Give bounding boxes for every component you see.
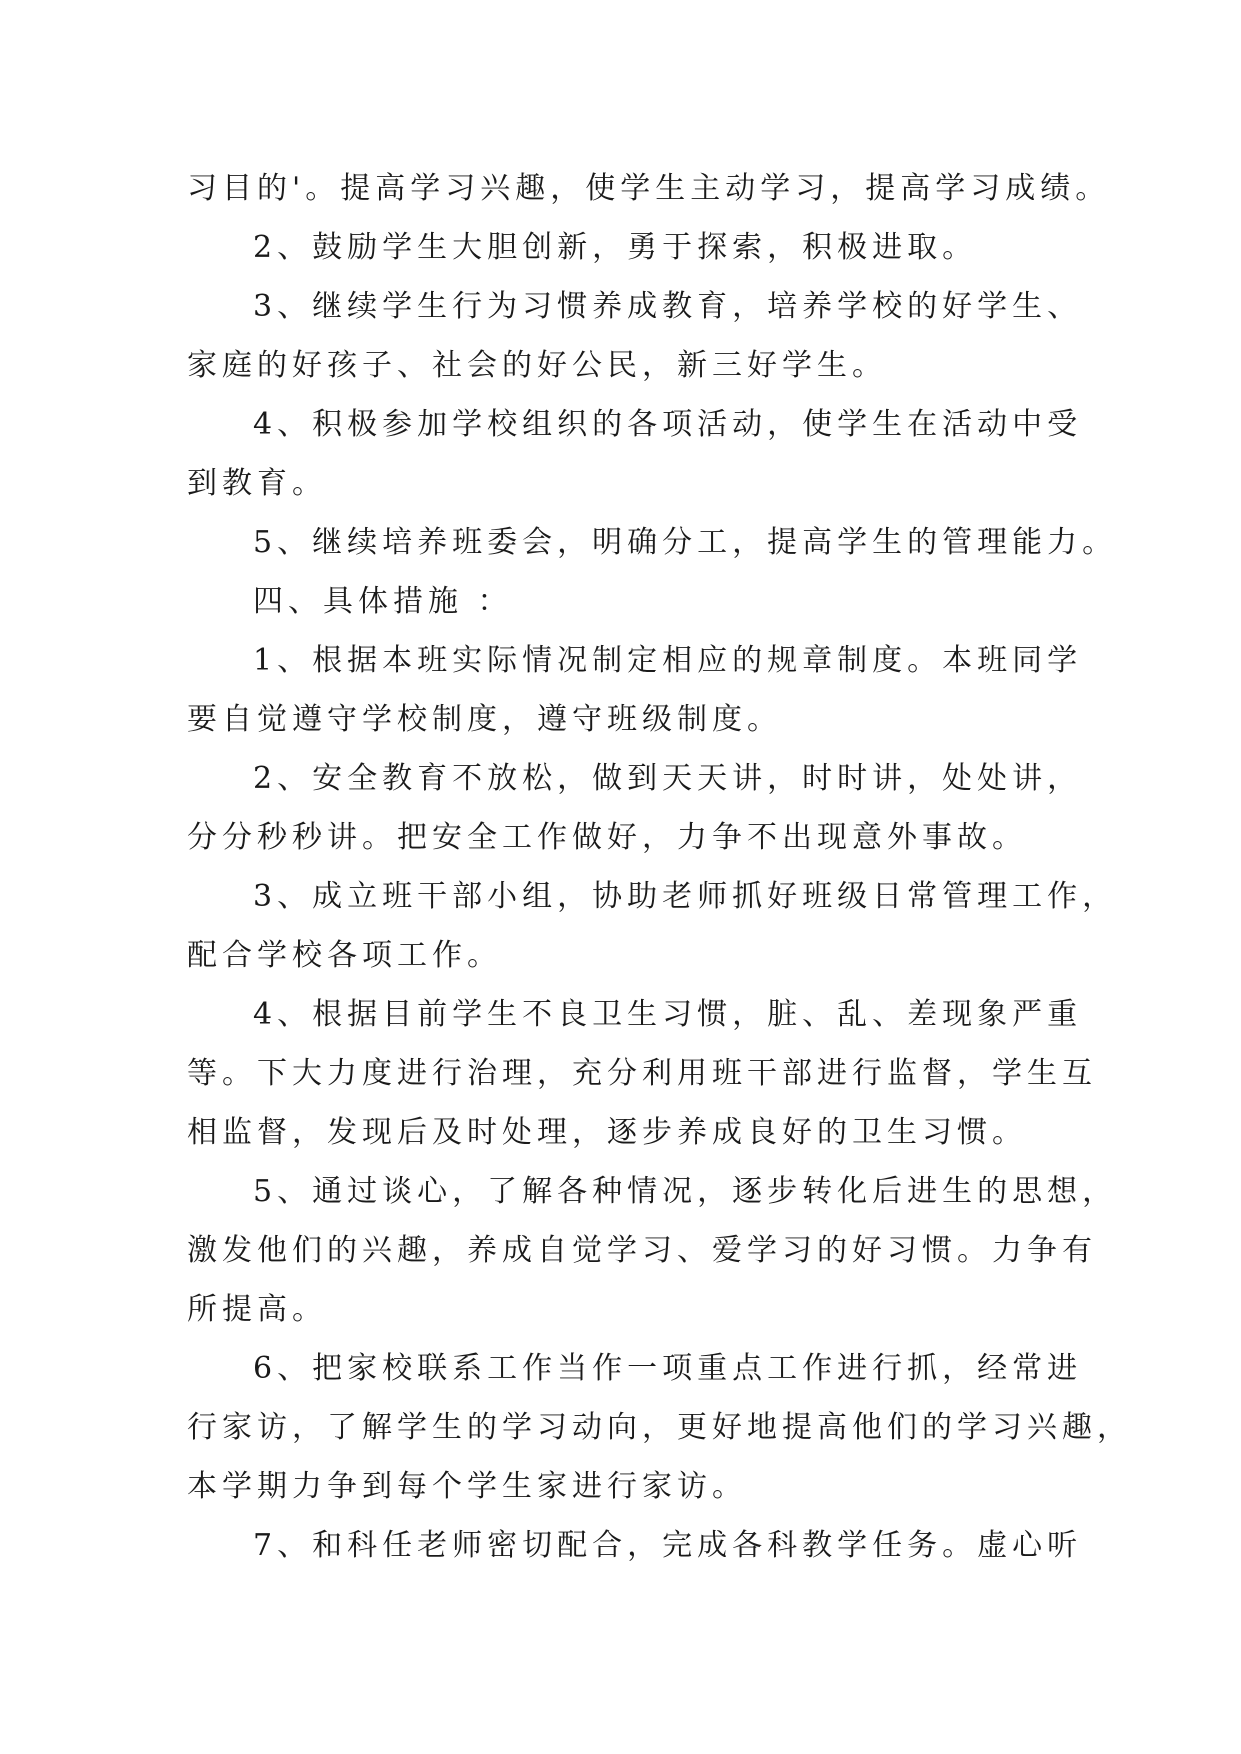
text-line: 相监督，发现后及时处理，逐步养成良好的卫生习惯。 (187, 1115, 1027, 1150)
text-line: 1、根据本班实际情况制定相应的规章制度。本班同学 (253, 643, 1083, 678)
text-line: 分分秒秒讲。把安全工作做好，力争不出现意外事故。 (187, 820, 1027, 855)
text-line: 家庭的好孩子、社会的好公民，新三好学生。 (187, 348, 887, 383)
text-line: 行家访，了解学生的学习动向，更好地提高他们的学习兴趣， (187, 1410, 1132, 1445)
text-line: 5、通过谈心，了解各种情况，逐步转化后进生的思想， (253, 1174, 1118, 1209)
text-line: 习目的'。提高学习兴趣，使学生主动学习，提高学习成绩。 (187, 171, 1111, 206)
document-body (187, 159, 1132, 1575)
text-line: 4、根据目前学生不良卫生习惯，脏、乱、差现象严重 (253, 997, 1083, 1032)
text-line: 6、把家校联系工作当作一项重点工作进行抓，经常进 (253, 1351, 1083, 1386)
text-line: 3、继续学生行为习惯养成教育，培养学校的好学生、 (253, 289, 1083, 324)
text-line: 4、积极参加学校组织的各项活动，使学生在活动中受 (253, 407, 1083, 442)
text-line: 本学期力争到每个学生家进行家访。 (187, 1469, 747, 1504)
text-line: 等。下大力度进行治理，充分利用班干部进行监督，学生互 (187, 1056, 1097, 1091)
text-line: 激发他们的兴趣，养成自觉学习、爱学习的好习惯。力争有 (187, 1233, 1097, 1268)
text-line: 2、安全教育不放松，做到天天讲，时时讲，处处讲， (253, 761, 1083, 796)
text-line: 7、和科任老师密切配合，完成各科教学任务。虚心听 (253, 1528, 1083, 1563)
text-line: 2、鼓励学生大胆创新，勇于探索，积极进取。 (253, 230, 978, 265)
text-line: 5、继续培养班委会，明确分工，提高学生的管理能力。 (253, 525, 1118, 560)
section-heading: 四、具体措施 ： (253, 584, 513, 619)
text-line: 配合学校各项工作。 (187, 938, 502, 973)
text-line: 要自觉遵守学校制度，遵守班级制度。 (187, 702, 782, 737)
text-line: 到教育。 (187, 466, 327, 501)
text-line: 所提高。 (187, 1292, 327, 1327)
text-line: 3、成立班干部小组，协助老师抓好班级日常管理工作， (253, 879, 1118, 914)
